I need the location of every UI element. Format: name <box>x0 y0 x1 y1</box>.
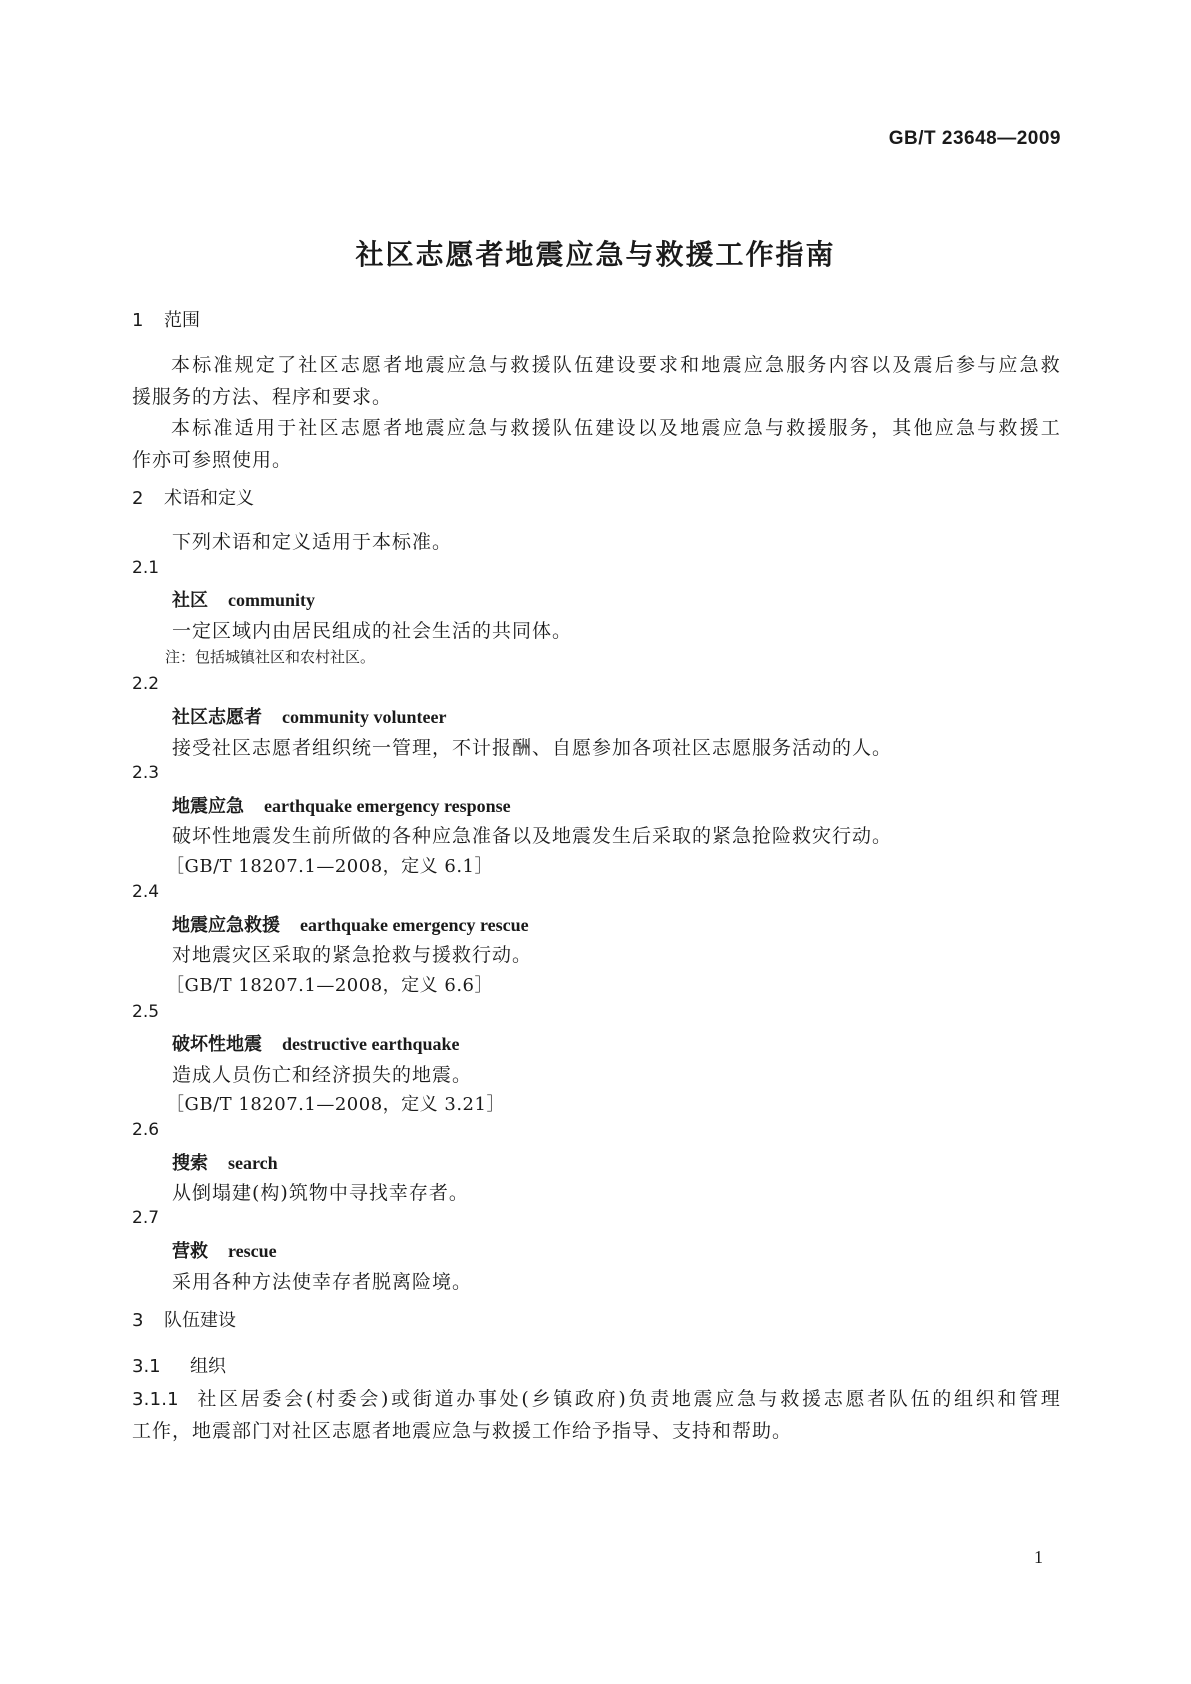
term-definition: 造成人员伤亡和经济损失的地震。 <box>172 1064 473 1086</box>
term-number: 2.1 <box>132 558 160 578</box>
section-2-heading <box>132 484 254 510</box>
clause-3-1-1-line-1 <box>132 1384 1060 1411</box>
term-definition: 破坏性地震发生前所做的各种应急准备以及地震发生后采取的紧急抢险救灾行动。 <box>172 825 893 847</box>
term-zh: 地震应急救援 <box>172 915 280 936</box>
term-heading <box>172 1237 277 1263</box>
term-number: 2.4 <box>132 882 160 902</box>
section-title: 范围 <box>164 310 200 331</box>
section-title: 队伍建设 <box>164 1310 236 1331</box>
term-zh: 搜索 <box>172 1153 208 1174</box>
clause-text: 社区居委会(村委会)或街道办事处(乡镇政府)负责地震应急与救援志愿者队伍的组织和管理 <box>194 1388 1060 1410</box>
term-number: 2.5 <box>132 1002 160 1022</box>
section-1-heading <box>132 306 200 332</box>
term-heading <box>172 1149 278 1175</box>
term-definition: 从倒塌建(构)筑物中寻找幸存者。 <box>172 1182 469 1204</box>
section-number: 3 <box>132 1310 144 1331</box>
scope-paragraph-2-line-2: 作亦可参照使用。 <box>132 449 293 471</box>
term-en: earthquake emergency response <box>264 796 511 816</box>
document-title: 社区志愿者地震应急与救援工作指南 <box>355 238 836 271</box>
clause-number: 3.1.1 <box>132 1389 179 1410</box>
section-number: 2 <box>132 488 144 509</box>
clause-3-1-1-line-2: 工作，地震部门对社区志愿者地震应急与救援工作给予指导、支持和帮助。 <box>132 1420 793 1442</box>
term-source: ［GB/T 18207.1—2008，定义 6.1］ <box>166 856 493 877</box>
term-number: 2.3 <box>132 763 160 783</box>
term-zh: 社区 <box>172 590 208 611</box>
term-number: 2.2 <box>132 674 160 694</box>
term-heading <box>172 586 315 612</box>
term-en: rescue <box>228 1241 277 1261</box>
term-en: community volunteer <box>282 707 447 727</box>
term-zh: 社区志愿者 <box>172 707 262 728</box>
subsection-heading <box>132 1352 226 1378</box>
term-number: 2.6 <box>132 1120 160 1140</box>
scope-paragraph-1-line-2: 援服务的方法、程序和要求。 <box>132 386 393 408</box>
scope-paragraph-1-line-1: 本标准规定了社区志愿者地震应急与救援队伍建设要求和地震应急服务内容以及震后参与应急救 <box>171 354 1060 376</box>
term-heading <box>172 1030 459 1056</box>
standard-code: GB/T 23648—2009 <box>888 128 1061 149</box>
section-3-heading <box>132 1306 236 1332</box>
page-number: 1 <box>1034 1547 1043 1567</box>
section-number: 1 <box>132 310 144 331</box>
term-number: 2.7 <box>132 1208 160 1228</box>
term-definition: 接受社区志愿者组织统一管理，不计报酬、自愿参加各项社区志愿服务活动的人。 <box>172 737 893 759</box>
term-zh: 营救 <box>172 1241 208 1262</box>
term-en: search <box>228 1153 278 1173</box>
term-definition: 采用各种方法使幸存者脱离险境。 <box>172 1271 473 1293</box>
term-heading <box>172 911 529 937</box>
term-zh: 地震应急 <box>172 796 244 817</box>
term-en: destructive earthquake <box>282 1034 460 1054</box>
term-en: community <box>228 590 315 610</box>
term-heading <box>172 792 511 818</box>
term-source: ［GB/T 18207.1—2008，定义 3.21］ <box>166 1094 505 1115</box>
section-title: 术语和定义 <box>164 488 254 509</box>
term-definition: 对地震灾区采取的紧急抢救与援救行动。 <box>172 944 533 966</box>
term-definition: 一定区域内由居民组成的社会生活的共同体。 <box>172 620 573 642</box>
subsection-title: 组织 <box>190 1356 226 1377</box>
scope-paragraph-2-line-1: 本标准适用于社区志愿者地震应急与救援队伍建设以及地震应急与救援服务，其他应急与救援工 <box>171 417 1060 439</box>
terms-intro: 下列术语和定义适用于本标准。 <box>172 531 453 553</box>
term-source: ［GB/T 18207.1—2008，定义 6.6］ <box>166 975 493 996</box>
term-en: earthquake emergency rescue <box>300 915 529 935</box>
term-heading <box>172 703 446 729</box>
subsection-number: 3.1 <box>132 1356 161 1377</box>
term-note: 注：包括城镇社区和农村社区。 <box>165 648 376 666</box>
term-zh: 破坏性地震 <box>172 1034 262 1055</box>
